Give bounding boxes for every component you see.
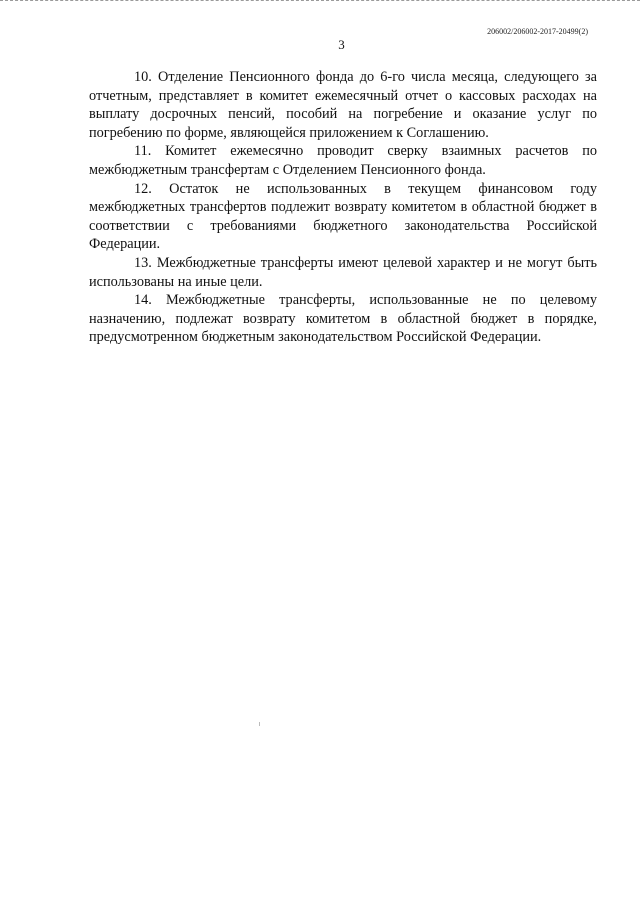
page-number: 3 xyxy=(338,37,345,52)
scan-artifact xyxy=(259,722,260,726)
paragraph-14: 14. Межбюджетные трансферты, использованные не по целевому назначению, подлежат возврату комитетом в областной бюджет в порядке, предусмотренном бюджетным законодательством Российской Федерации. xyxy=(89,292,597,346)
paragraph-10: 10. Отделение Пенсионного фонда до 6-го числа месяца, следующего за отчетным, представляет в комитет ежемесячный отчет о кассовых расходах на выплату досрочных пенсий, пособий на погребение и оказание услуг по погребению по форме, являющейся приложением к Соглашению. xyxy=(89,69,597,141)
paragraph-12: 12. Остаток не использованных в текущем финансовом году межбюджетных трансфертов подлежит возврату комитетом в областной бюджет в соответствии с требованиями бюджетного законодательства Российской Федерации. xyxy=(89,180,597,253)
document-id: 206002/206002-2017-20499(2) xyxy=(487,27,588,36)
document-body xyxy=(89,68,597,347)
paragraph-11: 11. Комитет ежемесячно проводит сверку взаимных расчетов по межбюджетным трансфертам с Отделением Пенсионного фонда. xyxy=(89,143,597,178)
scan-top-edge xyxy=(0,0,640,5)
paragraph-13: 13. Межбюджетные трансферты имеют целевой характер и не могут быть использованы на иные цели. xyxy=(89,254,597,290)
